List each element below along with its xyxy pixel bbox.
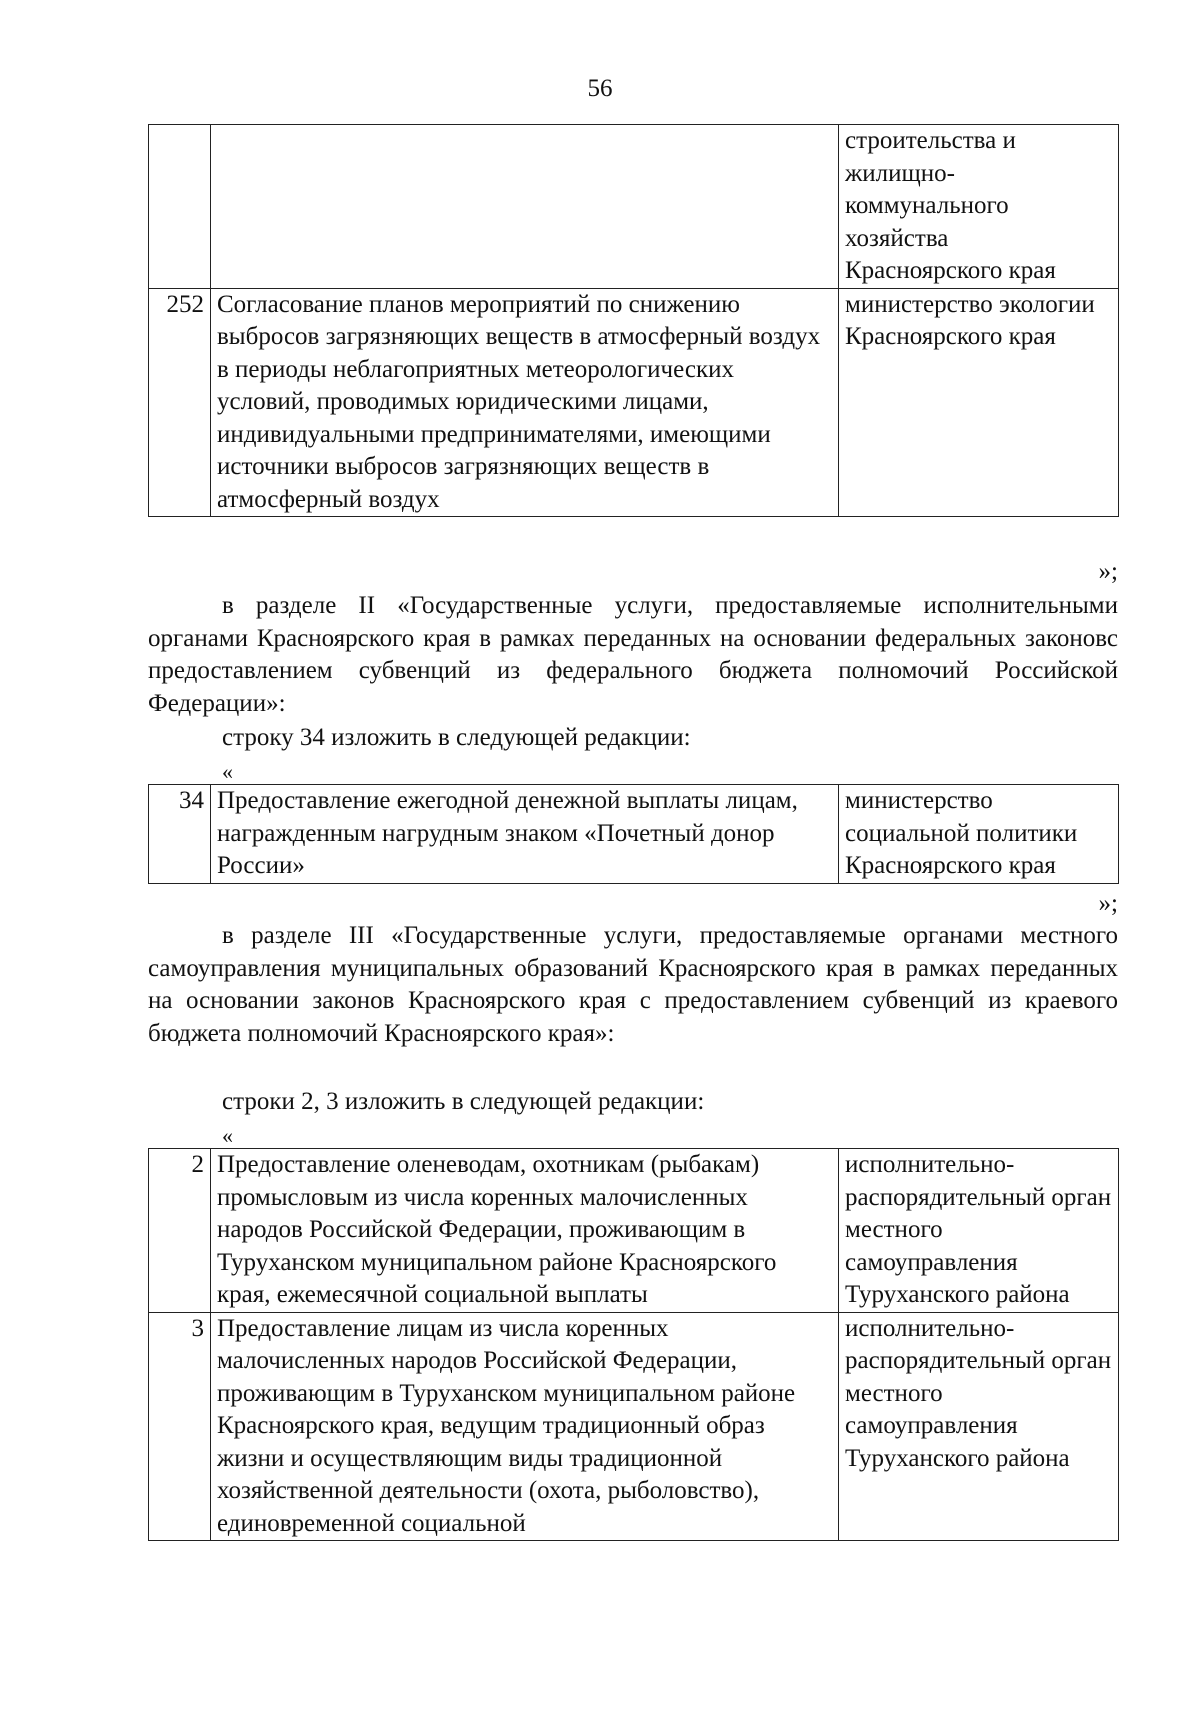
- page-number: 56: [587, 75, 613, 102]
- service-description-cell: Предоставление лицам из числа коренных малочисленных народов Российской Федерации, проживающим в Туруханском муниципальном районе Красноярского края, ведущим традиционный образ жизни и осуществляющим виды традиционной хозяйственной деятельности (охота, рыболовство), единовременной социальной: [211, 1312, 839, 1541]
- row-number-cell: 252: [149, 288, 211, 517]
- amendment-instruction: строки 2, 3 изложить в следующей редакции:: [222, 1088, 705, 1115]
- table-row: [149, 125, 1119, 289]
- row-number-cell: 34: [149, 785, 211, 884]
- service-description-cell: Предоставление ежегодной денежной выплаты лицам, награжденным нагрудным знаком «Почетный донор России»: [211, 785, 839, 884]
- service-description-cell: Предоставление оленеводам, охотникам (рыбакам) промысловым из числа коренных малочисленных народов Российской Федерации, проживающим в Туруханском муниципальном районе Красноярского края, ежемесячной социальной выплаты: [211, 1149, 839, 1313]
- responsible-body-cell: министерство социальной политики Красноярского края: [839, 785, 1119, 884]
- amendment-paragraph-section-iii: в разделе III «Государственные услуги, предоставляемые органами местного самоуправления муниципальных образований Красноярского края в рамках переданных на основании законов Красноярского края с предоставлением субвенций из краевого бюджета полномочий Красноярского края»:: [148, 922, 1118, 1047]
- responsible-body-text: строительства и жилищно-коммунального хозяйства Красноярского края: [845, 127, 1056, 284]
- responsible-body-cell: исполнительно-распорядительный орган местного самоуправления Туруханского района: [839, 1312, 1119, 1541]
- responsible-body-cell: исполнительно-распорядительный орган местного самоуправления Туруханского района: [839, 1149, 1119, 1313]
- row-number-cell: 3: [149, 1312, 211, 1541]
- amendment-instruction: строку 34 изложить в следующей редакции:: [222, 724, 691, 751]
- table-row: [149, 1312, 1119, 1541]
- row-number-cell: [149, 125, 211, 289]
- services-table-section-ii: [148, 784, 1119, 884]
- service-description-cell: [211, 125, 839, 289]
- responsible-body-cell: министерство экологии Красноярского края: [839, 288, 1119, 517]
- table-row: [149, 288, 1119, 517]
- opening-quote-mark: «: [222, 1123, 233, 1148]
- services-table-section-iii: [148, 1148, 1119, 1541]
- table-row: [149, 785, 1119, 884]
- closing-quote-mark: »;: [1098, 890, 1118, 917]
- amendment-paragraph-section-ii: в разделе II «Государственные услуги, предоставляемые исполнительными органами Красноярского края в рамках переданных на основании федеральных законовс предоставлением субвенций из федерального бюджета полномочий Российской Федерации»:: [148, 592, 1118, 717]
- services-table-environment: [148, 124, 1119, 517]
- closing-quote-mark: »;: [1098, 558, 1118, 585]
- row-number-cell: 2: [149, 1149, 211, 1313]
- responsible-body-cell: [839, 125, 1119, 289]
- table-row: [149, 1149, 1119, 1313]
- service-description-cell: Согласование планов мероприятий по снижению выбросов загрязняющих веществ в атмосферный воздух в периоды неблагоприятных метеорологических условий, проводимых юридическими лицами, индивидуальными предпринимателями, имеющими источники выбросов загрязняющих веществ в атмосферный воздух: [211, 288, 839, 517]
- opening-quote-mark: «: [222, 759, 233, 784]
